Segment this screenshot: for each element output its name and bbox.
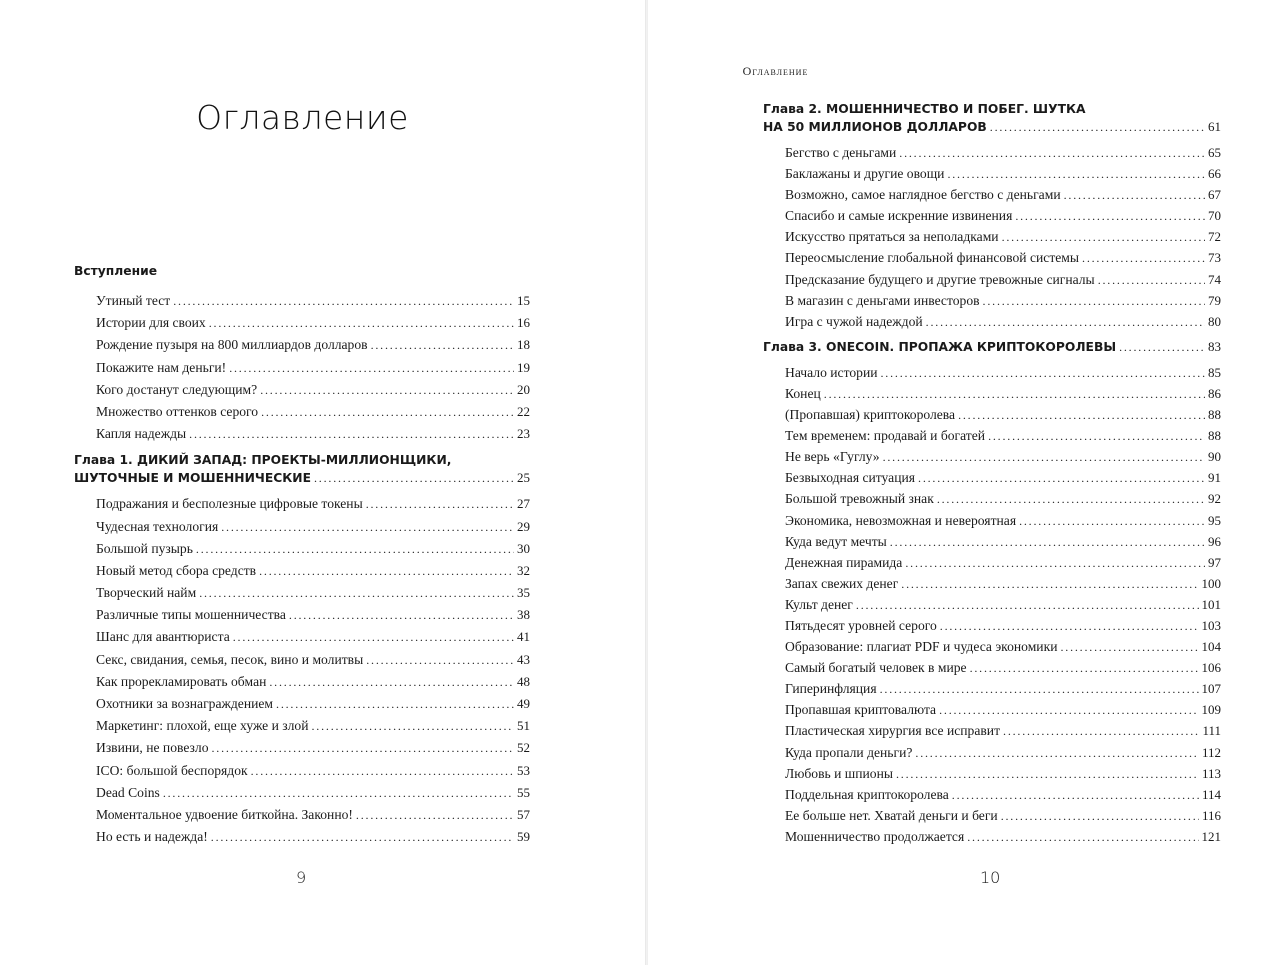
- dot-leader: [1098, 270, 1205, 290]
- toc-entry-title: Пропавшая криптовалюта: [785, 702, 937, 718]
- toc-entry-title: Пластическая хирургия все исправит: [785, 723, 1001, 739]
- dot-leader: [189, 423, 514, 445]
- toc-entry-page: 91: [1208, 470, 1221, 486]
- toc-entry[interactable]: [74, 826, 530, 848]
- toc-entry-title: (Пропавшая) криптокоролева: [785, 407, 956, 423]
- toc-entry[interactable]: [763, 383, 1221, 404]
- toc-entry[interactable]: [74, 516, 530, 538]
- toc-entry-title: Dead Coins: [96, 784, 160, 800]
- dot-leader: [1060, 637, 1198, 657]
- dot-leader: [1002, 227, 1205, 247]
- dot-leader: [366, 649, 514, 671]
- toc-entry[interactable]: [763, 594, 1221, 615]
- toc-entry[interactable]: [763, 784, 1221, 805]
- dot-leader: [289, 604, 514, 626]
- dot-leader: [940, 616, 1199, 636]
- toc-entry[interactable]: [74, 423, 530, 445]
- toc-entry-page: 74: [1208, 271, 1221, 287]
- toc-entry[interactable]: [763, 290, 1221, 311]
- toc-entry-page: 53: [517, 762, 530, 778]
- toc-section: [763, 338, 1221, 847]
- toc-entry-page: 79: [1208, 292, 1221, 308]
- chapter-page-number: 25: [517, 470, 530, 486]
- toc-entry-page: 96: [1208, 533, 1221, 549]
- toc-entry[interactable]: [763, 404, 1221, 425]
- toc-entry[interactable]: [74, 493, 530, 515]
- toc-entry-page: 51: [517, 718, 530, 734]
- dot-leader: [1003, 721, 1199, 741]
- dot-leader: [883, 447, 1205, 467]
- toc-entry-page: 35: [517, 585, 530, 601]
- toc-entry-page: 107: [1201, 681, 1221, 697]
- toc-entry-title: Как прорекламировать обман: [96, 673, 267, 689]
- toc-entry-title: Предсказание будущего и другие тревожные сигналы: [785, 271, 1095, 287]
- chapter-heading-row: [763, 338, 1221, 356]
- toc-entry[interactable]: [763, 142, 1221, 163]
- toc-entry-title: Возможно, самое наглядное бегство с деньгами: [785, 187, 1061, 203]
- toc-entry-title: Куда пропали деньги?: [785, 744, 913, 760]
- toc-entry-title: Куда ведут мечты: [785, 533, 887, 549]
- toc-entry[interactable]: [74, 649, 530, 671]
- toc-entry-page: 55: [517, 784, 530, 800]
- chapter-title: НА 50 МИЛЛИОНОВ ДОЛЛАРОВ: [763, 120, 987, 134]
- dot-leader: [260, 379, 514, 401]
- dot-leader: [1082, 248, 1205, 268]
- toc-entry[interactable]: [74, 671, 530, 693]
- toc-entry[interactable]: [763, 805, 1221, 826]
- toc-entry-title: Мошенничество продолжается: [785, 828, 965, 844]
- toc-entry-page: 97: [1208, 554, 1221, 570]
- dot-leader: [269, 671, 514, 693]
- toc-entry-title: Бегство с деньгами: [785, 145, 897, 160]
- toc-entry-title: Покажите нам деньги!: [96, 359, 227, 375]
- toc-entry[interactable]: [74, 582, 530, 604]
- toc-entry-title: Капля надежды: [96, 426, 187, 442]
- toc-entry-page: 114: [1201, 786, 1221, 802]
- toc-entry[interactable]: [763, 510, 1221, 531]
- toc-entry-page: 41: [517, 629, 530, 645]
- toc-entry-title: Игра с чужой надеждой: [785, 313, 923, 329]
- toc-entry-page: 65: [1208, 145, 1221, 160]
- toc-entry[interactable]: [74, 538, 530, 560]
- chapter-title: ШУТОЧНЫЕ И МОШЕННИЧЕСКИЕ: [74, 471, 311, 486]
- chapter-title: Вступление: [74, 264, 158, 278]
- toc-entry[interactable]: [763, 531, 1221, 552]
- toc-entry-title: Баклажаны и другие овощи: [785, 166, 945, 182]
- toc-section: [74, 262, 530, 445]
- toc-entry-title: Безвыходная ситуация: [785, 470, 916, 486]
- toc-section: [763, 100, 1221, 332]
- toc-entry-title: Не верь «Гуглу»: [785, 449, 880, 465]
- toc-entry[interactable]: [763, 615, 1221, 636]
- toc-entry-title: ICO: большой беспорядок: [96, 762, 248, 778]
- toc-entry-page: 19: [517, 359, 530, 375]
- dot-leader: [926, 312, 1205, 332]
- dot-leader: [958, 405, 1205, 425]
- toc-entry-title: В магазин с деньгами инвесторов: [785, 292, 980, 308]
- toc-entry[interactable]: [763, 552, 1221, 573]
- toc-entry-page: 70: [1208, 208, 1221, 224]
- toc-entry-title: Самый богатый человек в мире: [785, 660, 967, 676]
- dot-leader: [1015, 206, 1205, 226]
- toc-entry-title: Различные типы мошенничества: [96, 607, 286, 623]
- toc-entry-title: Извини, не повезло: [96, 740, 209, 756]
- toc-entry[interactable]: [763, 205, 1221, 226]
- toc-entry[interactable]: [74, 334, 530, 356]
- dot-leader: [173, 290, 514, 312]
- toc-entry-page: 88: [1208, 407, 1221, 423]
- toc-entry-title: Гиперинфляция: [785, 681, 877, 697]
- toc-entry-page: 92: [1208, 491, 1221, 507]
- dot-leader: [988, 426, 1205, 446]
- toc-entry-page: 29: [517, 518, 530, 534]
- page-title: Оглавление: [196, 98, 409, 137]
- toc-entry[interactable]: [74, 760, 530, 782]
- toc-entry[interactable]: [74, 290, 530, 312]
- toc-entry[interactable]: [763, 362, 1221, 383]
- chapter-heading[interactable]: [763, 100, 1221, 136]
- toc-entry[interactable]: [74, 312, 530, 334]
- toc-entry-page: 116: [1201, 807, 1221, 823]
- dot-leader: [952, 785, 1199, 805]
- toc-entry-page: 48: [517, 673, 530, 689]
- toc-entry[interactable]: [763, 163, 1221, 184]
- toc-entry-title: Истории для своих: [96, 315, 206, 331]
- toc-entry-page: 20: [517, 381, 530, 397]
- toc-entry[interactable]: [763, 699, 1221, 720]
- page-number: 10: [980, 868, 1001, 887]
- chapter-heading-row: [74, 469, 530, 487]
- toc-entry[interactable]: [763, 720, 1221, 741]
- dot-leader: [199, 582, 514, 604]
- toc-entry[interactable]: [763, 488, 1221, 509]
- chapter-page-number: 83: [1208, 338, 1221, 354]
- toc-entry-page: 109: [1201, 702, 1221, 718]
- toc-entry[interactable]: [74, 626, 530, 648]
- toc-entry-page: 121: [1201, 828, 1221, 844]
- toc-entry-title: Искусство прятаться за неполадками: [785, 229, 999, 245]
- page-number: 9: [296, 868, 307, 887]
- toc-entry[interactable]: [763, 636, 1221, 657]
- toc-entry-page: 16: [517, 315, 530, 331]
- chapter-title: Глава 3. ONECOIN. ПРОПАЖА КРИПТОКОРОЛЕВЫ: [763, 339, 1117, 354]
- dot-leader: [356, 804, 514, 826]
- toc-entry-title: Денежная пирамида: [785, 554, 903, 570]
- dot-leader: [1019, 511, 1205, 531]
- dot-leader: [314, 469, 514, 487]
- dot-leader: [312, 715, 515, 737]
- toc-entry-page: 112: [1201, 744, 1221, 760]
- toc-entry[interactable]: [74, 379, 530, 401]
- toc-entry-title: Новый метод сбора средств: [96, 562, 257, 578]
- chapter-page-number: 61: [1208, 119, 1221, 134]
- dot-leader: [990, 118, 1205, 136]
- toc-entry-page: 101: [1201, 596, 1221, 612]
- toc-entry[interactable]: [763, 226, 1221, 247]
- toc-entry[interactable]: [74, 604, 530, 626]
- toc-entry-page: 111: [1202, 723, 1221, 739]
- dot-leader: [967, 827, 1198, 847]
- toc-entry-page: 18: [517, 337, 530, 353]
- toc-entry-page: 90: [1208, 449, 1221, 465]
- toc-entry[interactable]: [74, 737, 530, 759]
- dot-leader: [371, 334, 514, 356]
- toc-entry-page: 15: [517, 293, 530, 308]
- dot-leader: [251, 760, 514, 782]
- toc-entry-title: Поддельная криптокоролева: [785, 786, 949, 802]
- toc-entry[interactable]: [74, 693, 530, 715]
- chapter-heading[interactable]: [763, 338, 1221, 356]
- toc-entry-title: Моментальное удвоение биткойна. Законно!: [96, 806, 353, 822]
- toc-entry[interactable]: [763, 678, 1221, 699]
- toc-entry[interactable]: [74, 715, 530, 737]
- toc-entry-page: 59: [517, 829, 530, 845]
- toc-entry-title: Множество оттенков серого: [96, 403, 259, 419]
- dot-leader: [970, 658, 1199, 678]
- toc-entry-page: 32: [517, 562, 530, 578]
- toc-entry-page: 66: [1208, 166, 1221, 182]
- toc-entry-page: 38: [517, 607, 530, 623]
- toc-entry[interactable]: [74, 357, 530, 379]
- dot-leader: [824, 384, 1205, 404]
- dot-leader: [261, 401, 514, 423]
- toc-entry-title: Большой тревожный знак: [785, 491, 934, 507]
- dot-leader: [899, 143, 1205, 163]
- toc-entry-title: Любовь и шпионы: [785, 765, 893, 781]
- toc-entry[interactable]: [763, 657, 1221, 678]
- dot-leader: [905, 553, 1205, 573]
- toc-entry-page: 80: [1208, 313, 1221, 329]
- toc-entry-title: Культ денег: [785, 596, 853, 612]
- dot-leader: [259, 560, 514, 582]
- toc-entry-page: 30: [517, 540, 530, 556]
- toc-entry[interactable]: [763, 763, 1221, 784]
- toc-entry-page: 49: [517, 696, 530, 711]
- dot-leader: [1001, 806, 1199, 826]
- toc-entry-page: 88: [1208, 428, 1221, 444]
- dot-leader: [856, 595, 1199, 615]
- toc-entry-title: Начало истории: [785, 364, 878, 380]
- toc-entry-page: 43: [517, 651, 530, 667]
- toc-entry-title: Большой пузырь: [96, 540, 193, 556]
- toc-entry[interactable]: [763, 742, 1221, 763]
- toc-entry-title: Шанс для авантюриста: [96, 629, 230, 645]
- dot-leader: [229, 357, 514, 379]
- toc-entry-title: Кого достанут следующим?: [96, 381, 258, 397]
- toc-entry-title: Утиный тест: [96, 293, 171, 308]
- toc-entry-title: Образование: плагиат PDF и чудеса экономики: [785, 639, 1058, 655]
- toc-entry-title: Тем временем: продавай и богатей: [785, 428, 986, 444]
- dot-leader: [915, 743, 1199, 763]
- toc-entry-title: Экономика, невозможная и невероятная: [785, 512, 1017, 528]
- dot-leader: [1064, 185, 1205, 205]
- toc-entry[interactable]: [763, 311, 1221, 332]
- toc-entry-page: 106: [1201, 660, 1221, 676]
- toc-entry-title: Подражания и бесполезные цифровые токены: [96, 496, 363, 512]
- toc-entry[interactable]: [763, 467, 1221, 488]
- toc-entry-page: 95: [1208, 512, 1221, 528]
- table-of-contents-right: [763, 100, 1221, 853]
- running-head: Оглавление: [742, 64, 809, 78]
- chapter-heading-row: [763, 118, 1221, 136]
- toc-entry-title: Охотники за вознаграждением: [96, 696, 274, 711]
- toc-entry-page: 113: [1201, 765, 1221, 781]
- dot-leader: [983, 291, 1205, 311]
- dot-leader: [880, 679, 1199, 699]
- toc-entry[interactable]: [763, 425, 1221, 446]
- toc-entry-page: 22: [517, 403, 530, 419]
- toc-entry-title: Запах свежих денег: [785, 575, 899, 591]
- chapter-heading[interactable]: [74, 262, 530, 284]
- dot-leader: [209, 312, 514, 334]
- dot-leader: [212, 737, 515, 759]
- toc-entry-title: Творческий найм: [96, 585, 197, 601]
- toc-entry-page: 85: [1208, 364, 1221, 380]
- dot-leader: [276, 693, 514, 715]
- toc-entry-title: Маркетинг: плохой, еще хуже и злой: [96, 718, 309, 734]
- dot-leader: [196, 538, 514, 560]
- toc-entry[interactable]: [74, 560, 530, 582]
- chapter-heading[interactable]: [74, 451, 530, 487]
- toc-entry[interactable]: [763, 247, 1221, 268]
- chapter-heading-row: [74, 262, 530, 280]
- toc-entry[interactable]: [763, 826, 1221, 847]
- dot-leader: [896, 764, 1199, 784]
- chapter-heading-line: Глава 2. МОШЕННИЧЕСТВО И ПОБЕГ. ШУТКА: [763, 102, 1086, 116]
- toc-entry[interactable]: [74, 401, 530, 423]
- toc-entry-page: 23: [517, 426, 530, 442]
- dot-leader: [163, 782, 514, 804]
- toc-entry[interactable]: [763, 184, 1221, 205]
- toc-entry[interactable]: [74, 782, 530, 804]
- toc-entry[interactable]: [763, 573, 1221, 594]
- dot-leader: [939, 700, 1198, 720]
- dot-leader: [937, 489, 1205, 509]
- toc-entry-page: 104: [1201, 639, 1221, 655]
- dot-leader: [211, 826, 514, 848]
- toc-entry[interactable]: [763, 446, 1221, 467]
- toc-entry-page: 73: [1208, 250, 1221, 266]
- toc-entry-page: 67: [1208, 187, 1221, 203]
- dot-leader: [1119, 338, 1205, 356]
- toc-entry-title: Ее больше нет. Хватай деньги и беги: [785, 807, 998, 823]
- toc-entry-title: Чудесная технология: [96, 518, 219, 534]
- toc-entry-title: Переосмысление глобальной финансовой системы: [785, 250, 1080, 266]
- dot-leader: [881, 363, 1206, 383]
- toc-entry-title: Пятьдесят уровней серого: [785, 617, 937, 633]
- dot-leader: [947, 164, 1205, 184]
- right-page: [648, 0, 1283, 965]
- toc-entry-title: Секс, свидания, семья, песок, вино и молитвы: [96, 651, 364, 667]
- dot-leader: [918, 468, 1205, 488]
- toc-entry-page: 103: [1201, 617, 1221, 633]
- dot-leader: [233, 626, 514, 648]
- toc-entry-page: 86: [1208, 385, 1221, 401]
- table-of-contents-left: [74, 262, 530, 854]
- dot-leader: [366, 493, 514, 515]
- toc-entry-page: 57: [517, 806, 530, 822]
- toc-entry-title: Спасибо и самые искренние извинения: [785, 208, 1013, 224]
- dot-leader: [221, 516, 514, 538]
- toc-entry[interactable]: [763, 269, 1221, 290]
- toc-entry-page: 100: [1201, 575, 1221, 591]
- toc-entry-page: 52: [517, 740, 530, 756]
- toc-entry-title: Рождение пузыря на 800 миллиардов долларов: [96, 337, 368, 353]
- dot-leader: [901, 574, 1198, 594]
- toc-entry-title: Но есть и надежда!: [96, 829, 208, 845]
- chapter-heading-line: Глава 1. ДИКИЙ ЗАПАД: ПРОЕКТЫ-МИЛЛИОНЩИКИ,: [74, 453, 452, 468]
- toc-section: [74, 451, 530, 848]
- toc-entry-page: 72: [1208, 229, 1221, 245]
- toc-entry[interactable]: [74, 804, 530, 826]
- dot-leader: [890, 532, 1205, 552]
- toc-entry-title: Конец: [785, 385, 821, 401]
- toc-entry-page: 27: [517, 496, 530, 512]
